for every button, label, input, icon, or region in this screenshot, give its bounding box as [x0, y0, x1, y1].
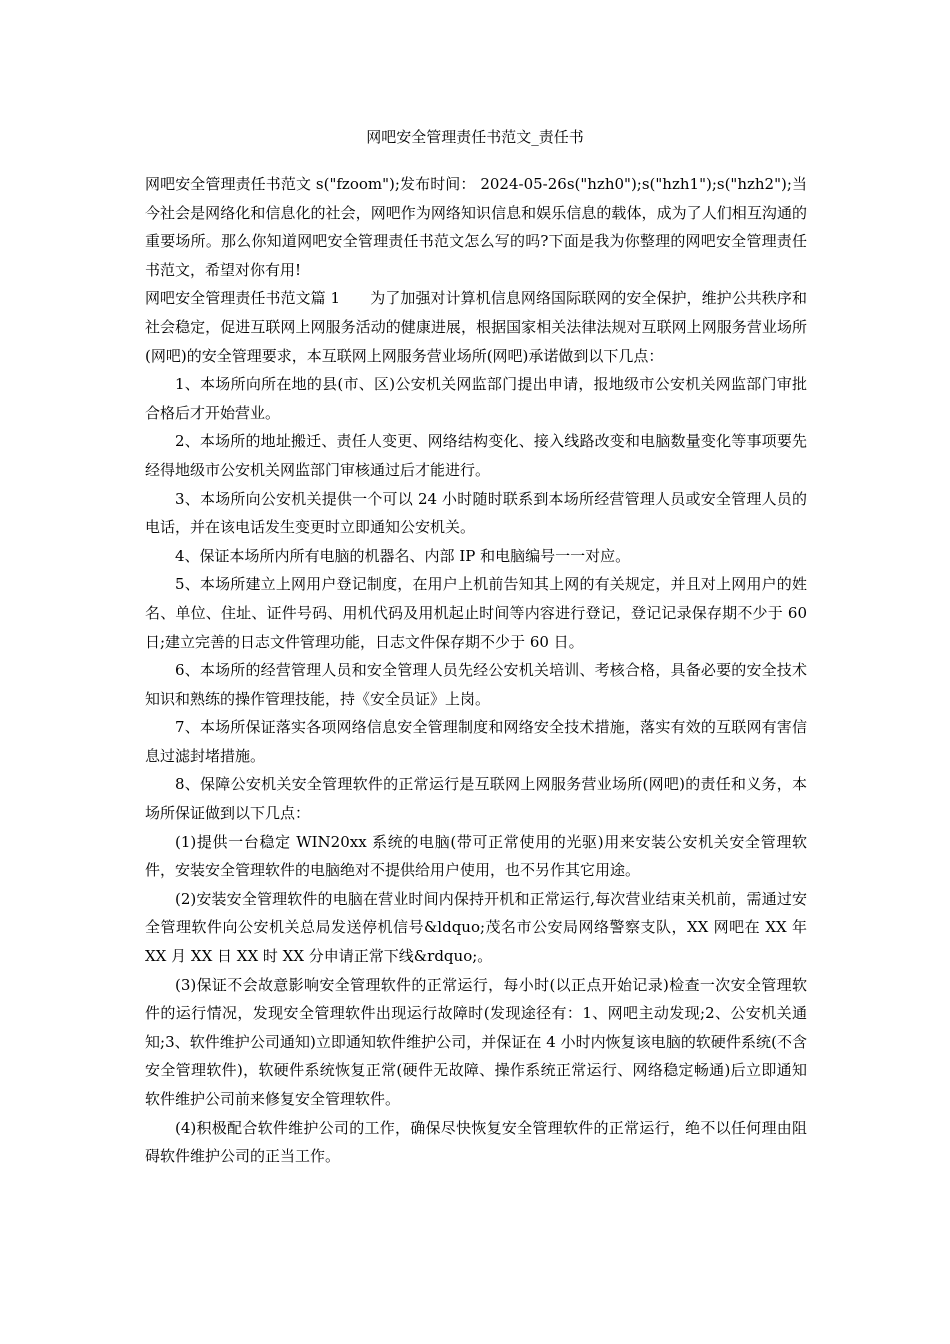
document-title: 网吧安全管理责任书范文_责任书: [366, 128, 584, 146]
clause-6: 6、本场所的经营管理人员和安全管理人员先经公安机关培训、考核合格，具备必要的安全技术知识和熟练的操作管理技能，持《安全员证》上岗。: [145, 661, 807, 708]
sub-clause-3: (3)保证不会故意影响安全管理软件的正常运行，每小时(以正点开始记录)检查一次安全管理软件的运行情况，发现安全管理软件出现运行故障时(发现途径有：1、网吧主动发现;2、公安机关通知;3、软件维护公司通知)立即通知软件维护公司，并保证在 4 小时内恢复该电脑的软硬件系统(不含安全管理软件)，软硬件系统恢复正常(硬件无故障、操作系统正常运行、网络稳定畅通)后立即通知软件维护公司前来修复安全管理软件。: [145, 975, 807, 1108]
clause-4: 4、保证本场所内所有电脑的机器名、内部 IP 和电脑编号一一对应。: [175, 546, 631, 565]
sub-clause-1: (1)提供一台稳定 WIN20xx 系统的电脑(带可正常使用的光驱)用来安装公安机关安全管理软件，安装安全管理软件的电脑绝对不提供给用户使用，也不另作其它用途。: [145, 832, 807, 880]
sub-clause-4: (4)积极配合软件维护公司的工作，确保尽快恢复安全管理软件的正常运行，绝不以任何理由阻碍软件维护公司的正当工作。: [145, 1118, 807, 1166]
sub-clause-2: (2)安装安全管理软件的电脑在营业时间内保持开机和正常运行,每次营业结束关机前，需通过安全管理软件向公安机关总局发送停机信号&ldquo;茂名市公安局网络警察支队，XX 网吧在 XX 年 XX 月 XX 日 XX 时 XX 分申请正常下线&rdquo;。: [145, 889, 807, 966]
preamble-paragraph: 网吧安全管理责任书范文篇 1 为了加强对计算机信息网络国际联网的安全保护，维护公共秩序和社会稳定，促进互联网上网服务活动的健康进展，根据国家相关法律法规对互联网上网服务营业场所(网吧)的安全管理要求，本互联网上网服务营业场所(网吧)承诺做到以下几点：: [145, 289, 807, 365]
clause-7: 7、本场所保证落实各项网络信息安全管理制度和网络安全技术措施，落实有效的互联网有害信息过滤封堵措施。: [145, 718, 807, 765]
clause-5: 5、本场所建立上网用户登记制度，在用户上机前告知其上网的有关规定，并且对上网用户的姓名、单位、住址、证件号码、用机代码及用机起止时间等内容进行登记，登记记录保存期不少于 60 日;建立完善的日志文件管理功能，日志文件保存期不少于 60 日。: [145, 575, 807, 651]
clause-8: 8、保障公安机关安全管理软件的正常运行是互联网上网服务营业场所(网吧)的责任和义务，本场所保证做到以下几点：: [145, 775, 807, 823]
clause-3: 3、本场所向公安机关提供一个可以 24 小时随时联系到本场所经营管理人员或安全管理人员的电话，并在该电话发生变更时立即通知公安机关。: [145, 489, 807, 537]
clause-1: 1、本场所向所在地的县(市、区)公安机关网监部门提出申请，报地级市公安机关网监部门审批合格后才开始营业。: [145, 375, 807, 422]
clause-2: 2、本场所的地址搬迁、责任人变更、网络结构变化、接入线路改变和电脑数量变化等事项要先经得地级市公安机关网监部门审核通过后才能进行。: [145, 432, 807, 479]
intro-paragraph: 网吧安全管理责任书范文 s("fzoom");发布时间： 2024-05-26s("hzh0");s("hzh1");s("hzh2");当今社会是网络化和信息化的社会，网吧作为网络知识信息和娱乐信息的载体，成为了人们相互沟通的重要场所。那么你知道网吧安全管理责任书范文怎么写的吗?下面是我为你整理的网吧安全管理责任书范文，希望对你有用!: [145, 175, 807, 279]
document-body: [145, 170, 807, 1171]
